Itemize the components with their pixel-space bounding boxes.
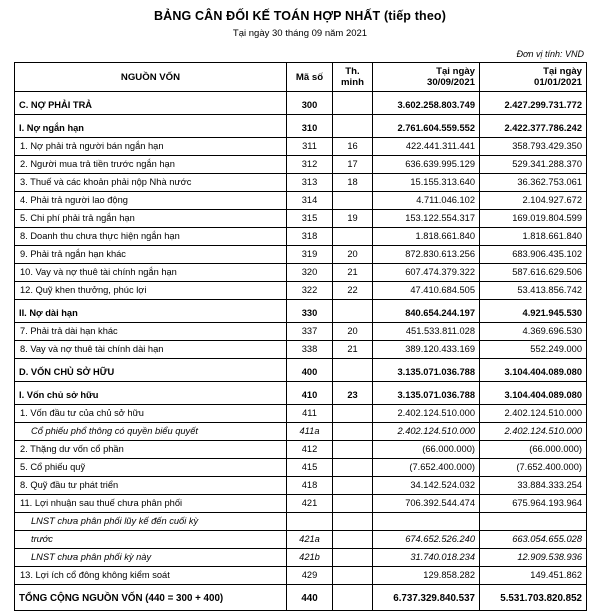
row-value-prior: 552.249.000 (480, 341, 587, 359)
row-label: 9. Phải trả ngắn hạn khác (15, 246, 287, 264)
row-code: 313 (287, 174, 333, 192)
row-value-prior: 36.362.753.061 (480, 174, 587, 192)
row-value-prior: 587.616.629.506 (480, 264, 587, 282)
row-value-current: 674.652.526.240 (373, 531, 480, 549)
row-code: 440 (287, 585, 333, 611)
table-row (15, 531, 587, 549)
row-code: 318 (287, 228, 333, 246)
row-value-prior: (7.652.400.000) (480, 459, 587, 477)
row-label: Cổ phiếu phổ thông có quyền biểu quyết (15, 423, 287, 441)
row-label: TỔNG CỘNG NGUỒN VỐN (440 = 300 + 400) (15, 585, 287, 611)
row-label: 12. Quỹ khen thưởng, phúc lợi (15, 282, 287, 300)
row-label: 11. Lợi nhuận sau thuế chưa phân phối (15, 495, 287, 513)
row-note-ref (333, 359, 373, 382)
row-note-ref: 20 (333, 246, 373, 264)
row-value-current: 840.654.244.197 (373, 300, 480, 323)
table-row (15, 423, 587, 441)
row-value-current: 607.474.379.322 (373, 264, 480, 282)
row-value-prior: 53.413.856.742 (480, 282, 587, 300)
row-note-ref (333, 477, 373, 495)
row-code: 310 (287, 115, 333, 138)
row-value-current: 3.135.071.036.788 (373, 359, 480, 382)
row-value-prior: 12.909.538.936 (480, 549, 587, 567)
row-value-prior: 675.964.193.964 (480, 495, 587, 513)
row-code: 411 (287, 405, 333, 423)
row-value-current: 451.533.811.028 (373, 323, 480, 341)
table-row (15, 92, 587, 115)
table-header (15, 63, 587, 92)
row-note-ref (333, 228, 373, 246)
row-code: 311 (287, 138, 333, 156)
row-code: 320 (287, 264, 333, 282)
table-row (15, 228, 587, 246)
row-label: II. Nợ dài hạn (15, 300, 287, 323)
row-value-prior: 683.906.435.102 (480, 246, 587, 264)
row-code: 319 (287, 246, 333, 264)
row-label: 2. Thặng dư vốn cổ phần (15, 441, 287, 459)
row-value-prior: 529.341.288.370 (480, 156, 587, 174)
row-value-current: 47.410.684.505 (373, 282, 480, 300)
column-header-prior-line2: 01/01/2021 (533, 77, 582, 88)
row-code: 315 (287, 210, 333, 228)
row-value-prior: 3.104.404.089.080 (480, 382, 587, 405)
row-label: trước (15, 531, 287, 549)
column-header-prior-line1: Tại ngày (543, 66, 582, 77)
column-header-current-line2: 30/09/2021 (426, 77, 475, 88)
row-label: 13. Lợi ích cổ đông không kiểm soát (15, 567, 287, 585)
row-code: 400 (287, 359, 333, 382)
row-value-prior: (66.000.000) (480, 441, 587, 459)
row-value-prior: 4.369.696.530 (480, 323, 587, 341)
row-value-prior: 2.402.124.510.000 (480, 423, 587, 441)
row-note-ref: 20 (333, 323, 373, 341)
row-label: 4. Phải trả người lao động (15, 192, 287, 210)
table-row (15, 405, 587, 423)
table-row (15, 359, 587, 382)
row-note-ref (333, 92, 373, 115)
column-header-current-line1: Tại ngày (436, 66, 475, 77)
table-row (15, 459, 587, 477)
row-value-prior: 358.793.429.350 (480, 138, 587, 156)
table-row (15, 174, 587, 192)
row-label: LNST chưa phân phối kỳ này (15, 549, 287, 567)
row-note-ref (333, 549, 373, 567)
row-value-prior: 1.818.661.840 (480, 228, 587, 246)
row-note-ref: 21 (333, 341, 373, 359)
row-code: 429 (287, 567, 333, 585)
row-value-current: 2.761.604.559.552 (373, 115, 480, 138)
row-code: 337 (287, 323, 333, 341)
row-value-current: 15.155.313.640 (373, 174, 480, 192)
row-code: 314 (287, 192, 333, 210)
row-value-current: 153.122.554.317 (373, 210, 480, 228)
row-code: 415 (287, 459, 333, 477)
table-row (15, 567, 587, 585)
table-row (15, 115, 587, 138)
row-value-prior (480, 513, 587, 531)
balance-sheet-page (0, 9, 600, 604)
row-note-ref: 21 (333, 264, 373, 282)
row-note-ref (333, 585, 373, 611)
row-label: 2. Người mua trả tiền trước ngắn hạn (15, 156, 287, 174)
row-value-current: (7.652.400.000) (373, 459, 480, 477)
row-code: 411a (287, 423, 333, 441)
row-label: C. NỢ PHẢI TRẢ (15, 92, 287, 115)
table-row (15, 210, 587, 228)
row-value-current: 3.602.258.803.749 (373, 92, 480, 115)
row-label: I. Nợ ngắn hạn (15, 115, 287, 138)
row-value-prior: 3.104.404.089.080 (480, 359, 587, 382)
row-value-current: 2.402.124.510.000 (373, 405, 480, 423)
row-label: 8. Vay và nợ thuê tài chính dài hạn (15, 341, 287, 359)
row-note-ref (333, 531, 373, 549)
table-row (15, 246, 587, 264)
row-value-current: 2.402.124.510.000 (373, 423, 480, 441)
row-value-prior: 169.019.804.599 (480, 210, 587, 228)
row-value-prior: 33.884.333.254 (480, 477, 587, 495)
row-value-prior: 2.402.124.510.000 (480, 405, 587, 423)
table-row (15, 441, 587, 459)
table-row (15, 300, 587, 323)
row-value-current: 34.142.524.032 (373, 477, 480, 495)
column-header-prior-period (480, 63, 587, 92)
row-value-current: 31.740.018.234 (373, 549, 480, 567)
row-note-ref: 17 (333, 156, 373, 174)
row-note-ref: 18 (333, 174, 373, 192)
row-label: 1. Vốn đầu tư của chủ sở hữu (15, 405, 287, 423)
row-value-prior: 2.427.299.731.772 (480, 92, 587, 115)
row-code: 412 (287, 441, 333, 459)
row-code: 322 (287, 282, 333, 300)
table-row (15, 549, 587, 567)
row-value-current: (66.000.000) (373, 441, 480, 459)
table-row (15, 264, 587, 282)
column-header-note-line1: Th. (345, 66, 360, 77)
row-value-prior: 2.422.377.786.242 (480, 115, 587, 138)
table-row (15, 156, 587, 174)
balance-sheet-table (14, 62, 587, 611)
row-label: LNST chưa phân phối lũy kế đến cuối kỳ (15, 513, 287, 531)
row-value-prior: 4.921.945.530 (480, 300, 587, 323)
row-value-current: 3.135.071.036.788 (373, 382, 480, 405)
row-note-ref (333, 441, 373, 459)
table-row (15, 513, 587, 531)
row-value-current: 422.441.311.441 (373, 138, 480, 156)
row-note-ref: 22 (333, 282, 373, 300)
row-note-ref (333, 567, 373, 585)
column-header-source-of-capital: NGUỒN VỐN (15, 63, 287, 92)
column-header-current-period (373, 63, 480, 92)
row-note-ref (333, 192, 373, 210)
row-label: 3. Thuế và các khoản phải nộp Nhà nước (15, 174, 287, 192)
row-note-ref (333, 405, 373, 423)
row-label: 1. Nợ phải trả người bán ngắn hạn (15, 138, 287, 156)
row-code: 421b (287, 549, 333, 567)
row-label: 10. Vay và nợ thuê tài chính ngắn hạn (15, 264, 287, 282)
row-value-current: 872.830.613.256 (373, 246, 480, 264)
page-title: BẢNG CÂN ĐỐI KẾ TOÁN HỢP NHẤT (tiếp theo) (153, 9, 447, 23)
table-row (15, 477, 587, 495)
row-code: 300 (287, 92, 333, 115)
table-row (15, 341, 587, 359)
column-header-note-line2: minh (341, 77, 364, 88)
row-note-ref: 16 (333, 138, 373, 156)
row-note-ref (333, 459, 373, 477)
table-body (15, 92, 587, 611)
row-code (287, 513, 333, 531)
row-label: D. VỐN CHỦ SỞ HỮU (15, 359, 287, 382)
table-row (15, 192, 587, 210)
row-value-prior: 2.104.927.672 (480, 192, 587, 210)
row-note-ref (333, 513, 373, 531)
table-header-row (15, 63, 587, 92)
table-row (15, 585, 587, 611)
row-value-current: 129.858.282 (373, 567, 480, 585)
row-note-ref: 19 (333, 210, 373, 228)
row-code: 410 (287, 382, 333, 405)
row-value-prior: 5.531.703.820.852 (480, 585, 587, 611)
table-row (15, 282, 587, 300)
row-value-prior: 663.054.655.028 (480, 531, 587, 549)
page-subtitle: Tại ngày 30 tháng 09 năm 2021 (232, 28, 368, 39)
column-header-note (333, 63, 373, 92)
row-value-current: 1.818.661.840 (373, 228, 480, 246)
column-header-code: Mã số (287, 63, 333, 92)
row-code: 312 (287, 156, 333, 174)
row-code: 330 (287, 300, 333, 323)
row-value-current: 636.639.995.129 (373, 156, 480, 174)
row-value-current: 6.737.329.840.537 (373, 585, 480, 611)
row-code: 421a (287, 531, 333, 549)
row-label: 8. Doanh thu chưa thực hiện ngắn hạn (15, 228, 287, 246)
row-code: 421 (287, 495, 333, 513)
row-label: 5. Chi phí phải trả ngắn hạn (15, 210, 287, 228)
table-row (15, 382, 587, 405)
row-note-ref (333, 300, 373, 323)
row-note-ref: 23 (333, 382, 373, 405)
row-value-prior: 149.451.862 (480, 567, 587, 585)
row-label: 7. Phải trả dài hạn khác (15, 323, 287, 341)
row-value-current: 389.120.433.169 (373, 341, 480, 359)
row-note-ref (333, 115, 373, 138)
row-label: 8. Quỹ đầu tư phát triển (15, 477, 287, 495)
row-label: I. Vốn chủ sở hữu (15, 382, 287, 405)
table-row (15, 323, 587, 341)
row-code: 338 (287, 341, 333, 359)
currency-unit-note: Đơn vị tính: VND (516, 49, 584, 59)
row-value-current: 4.711.046.102 (373, 192, 480, 210)
row-note-ref (333, 423, 373, 441)
row-value-current: 706.392.544.474 (373, 495, 480, 513)
table-row (15, 138, 587, 156)
row-label: 5. Cổ phiếu quỹ (15, 459, 287, 477)
row-code: 418 (287, 477, 333, 495)
row-value-current (373, 513, 480, 531)
